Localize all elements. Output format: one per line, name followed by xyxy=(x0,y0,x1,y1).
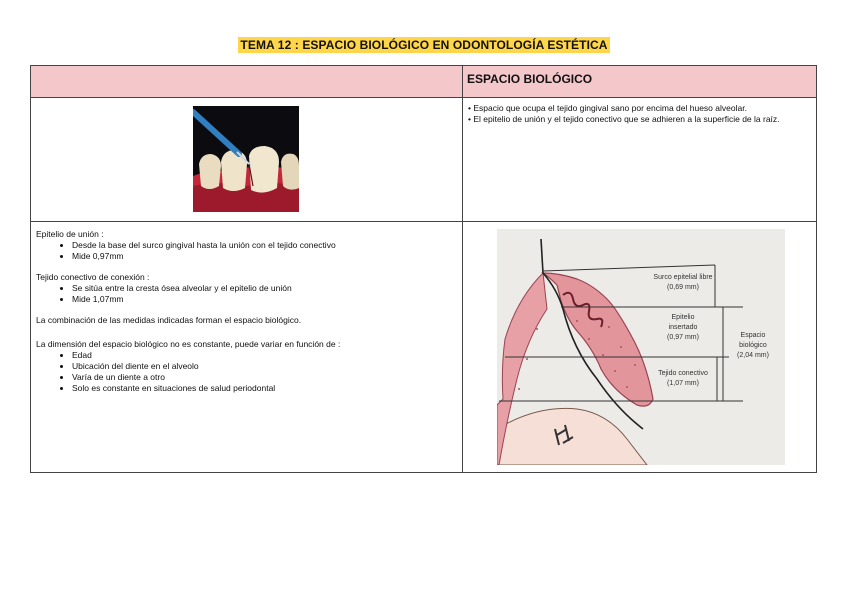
photo-cell xyxy=(31,98,463,222)
label-esp-3: (2,04 mm) xyxy=(737,352,769,359)
page-title: TEMA 12 : ESPACIO BIOLÓGICO EN ODONTOLOGÍA ESTÉTICA xyxy=(240,38,608,52)
label-surco-1: Surco epitelial libre xyxy=(653,274,713,281)
photo-row xyxy=(31,98,817,222)
diagram-cell xyxy=(463,222,817,473)
epitelio-heading: Epitelio de unión : xyxy=(36,229,104,239)
definition-list xyxy=(463,98,816,124)
conectivo-list xyxy=(36,283,458,305)
label-tej-2: (1,07 mm) xyxy=(667,380,699,387)
list-item: • Desde la base del surco gingival hasta la unión con el tejido conectivo xyxy=(72,240,458,251)
list-item: • Edad xyxy=(72,350,458,361)
label-epi-3: (0,97 mm) xyxy=(667,334,699,341)
definition-item: • El epitelio de unión y el tejido conectivo que se adhieren a la superficie de la raíz. xyxy=(468,113,780,124)
list-item: • Mide 0,97mm xyxy=(72,251,458,262)
label-tej-1: Tejido conectivo xyxy=(658,370,708,377)
list-item: • Varía de un diente a otro xyxy=(72,372,458,383)
header-left-cell xyxy=(31,66,463,98)
definition-item: • Espacio que ocupa el tejido gingival sano por encima del hueso alveolar. xyxy=(468,103,747,113)
details-text xyxy=(31,222,462,394)
label-epi-2: insertado xyxy=(668,324,698,331)
conectivo-heading: Tejido conectivo de conexión : xyxy=(36,272,150,282)
details-text-cell xyxy=(31,222,463,473)
list-item: • Mide 1,07mm xyxy=(72,294,458,305)
details-row xyxy=(31,222,817,473)
list-item: • Se sitúa entre la cresta ósea alveolar y el epitelio de unión xyxy=(72,283,458,294)
list-item: • Solo es constante en situaciones de salud periodontal xyxy=(72,383,458,394)
content-table xyxy=(30,65,817,473)
epitelio-list xyxy=(36,240,458,262)
title-wrap xyxy=(0,36,848,54)
label-surco-2: (0,69 mm) xyxy=(667,284,699,291)
header-row xyxy=(31,66,817,98)
label-esp-1: Espacio xyxy=(740,332,766,339)
header-right-cell: ESPACIO BIOLÓGICO xyxy=(463,66,817,98)
combinacion-text: La combinación de las medidas indicadas forman el espacio biológico. xyxy=(36,315,302,325)
list-item: • Ubicación del diente en el alveolo xyxy=(72,361,458,372)
label-esp-2: biológico xyxy=(739,342,767,349)
dimension-heading: La dimensión del espacio biológico no es constante, puede variar en función de : xyxy=(36,339,341,349)
teeth-probe-photo xyxy=(193,106,299,212)
definition-cell xyxy=(463,98,817,222)
biologic-width-diagram xyxy=(497,229,785,465)
label-epi-1: Epitelio xyxy=(671,314,695,321)
dimension-list xyxy=(36,350,458,394)
